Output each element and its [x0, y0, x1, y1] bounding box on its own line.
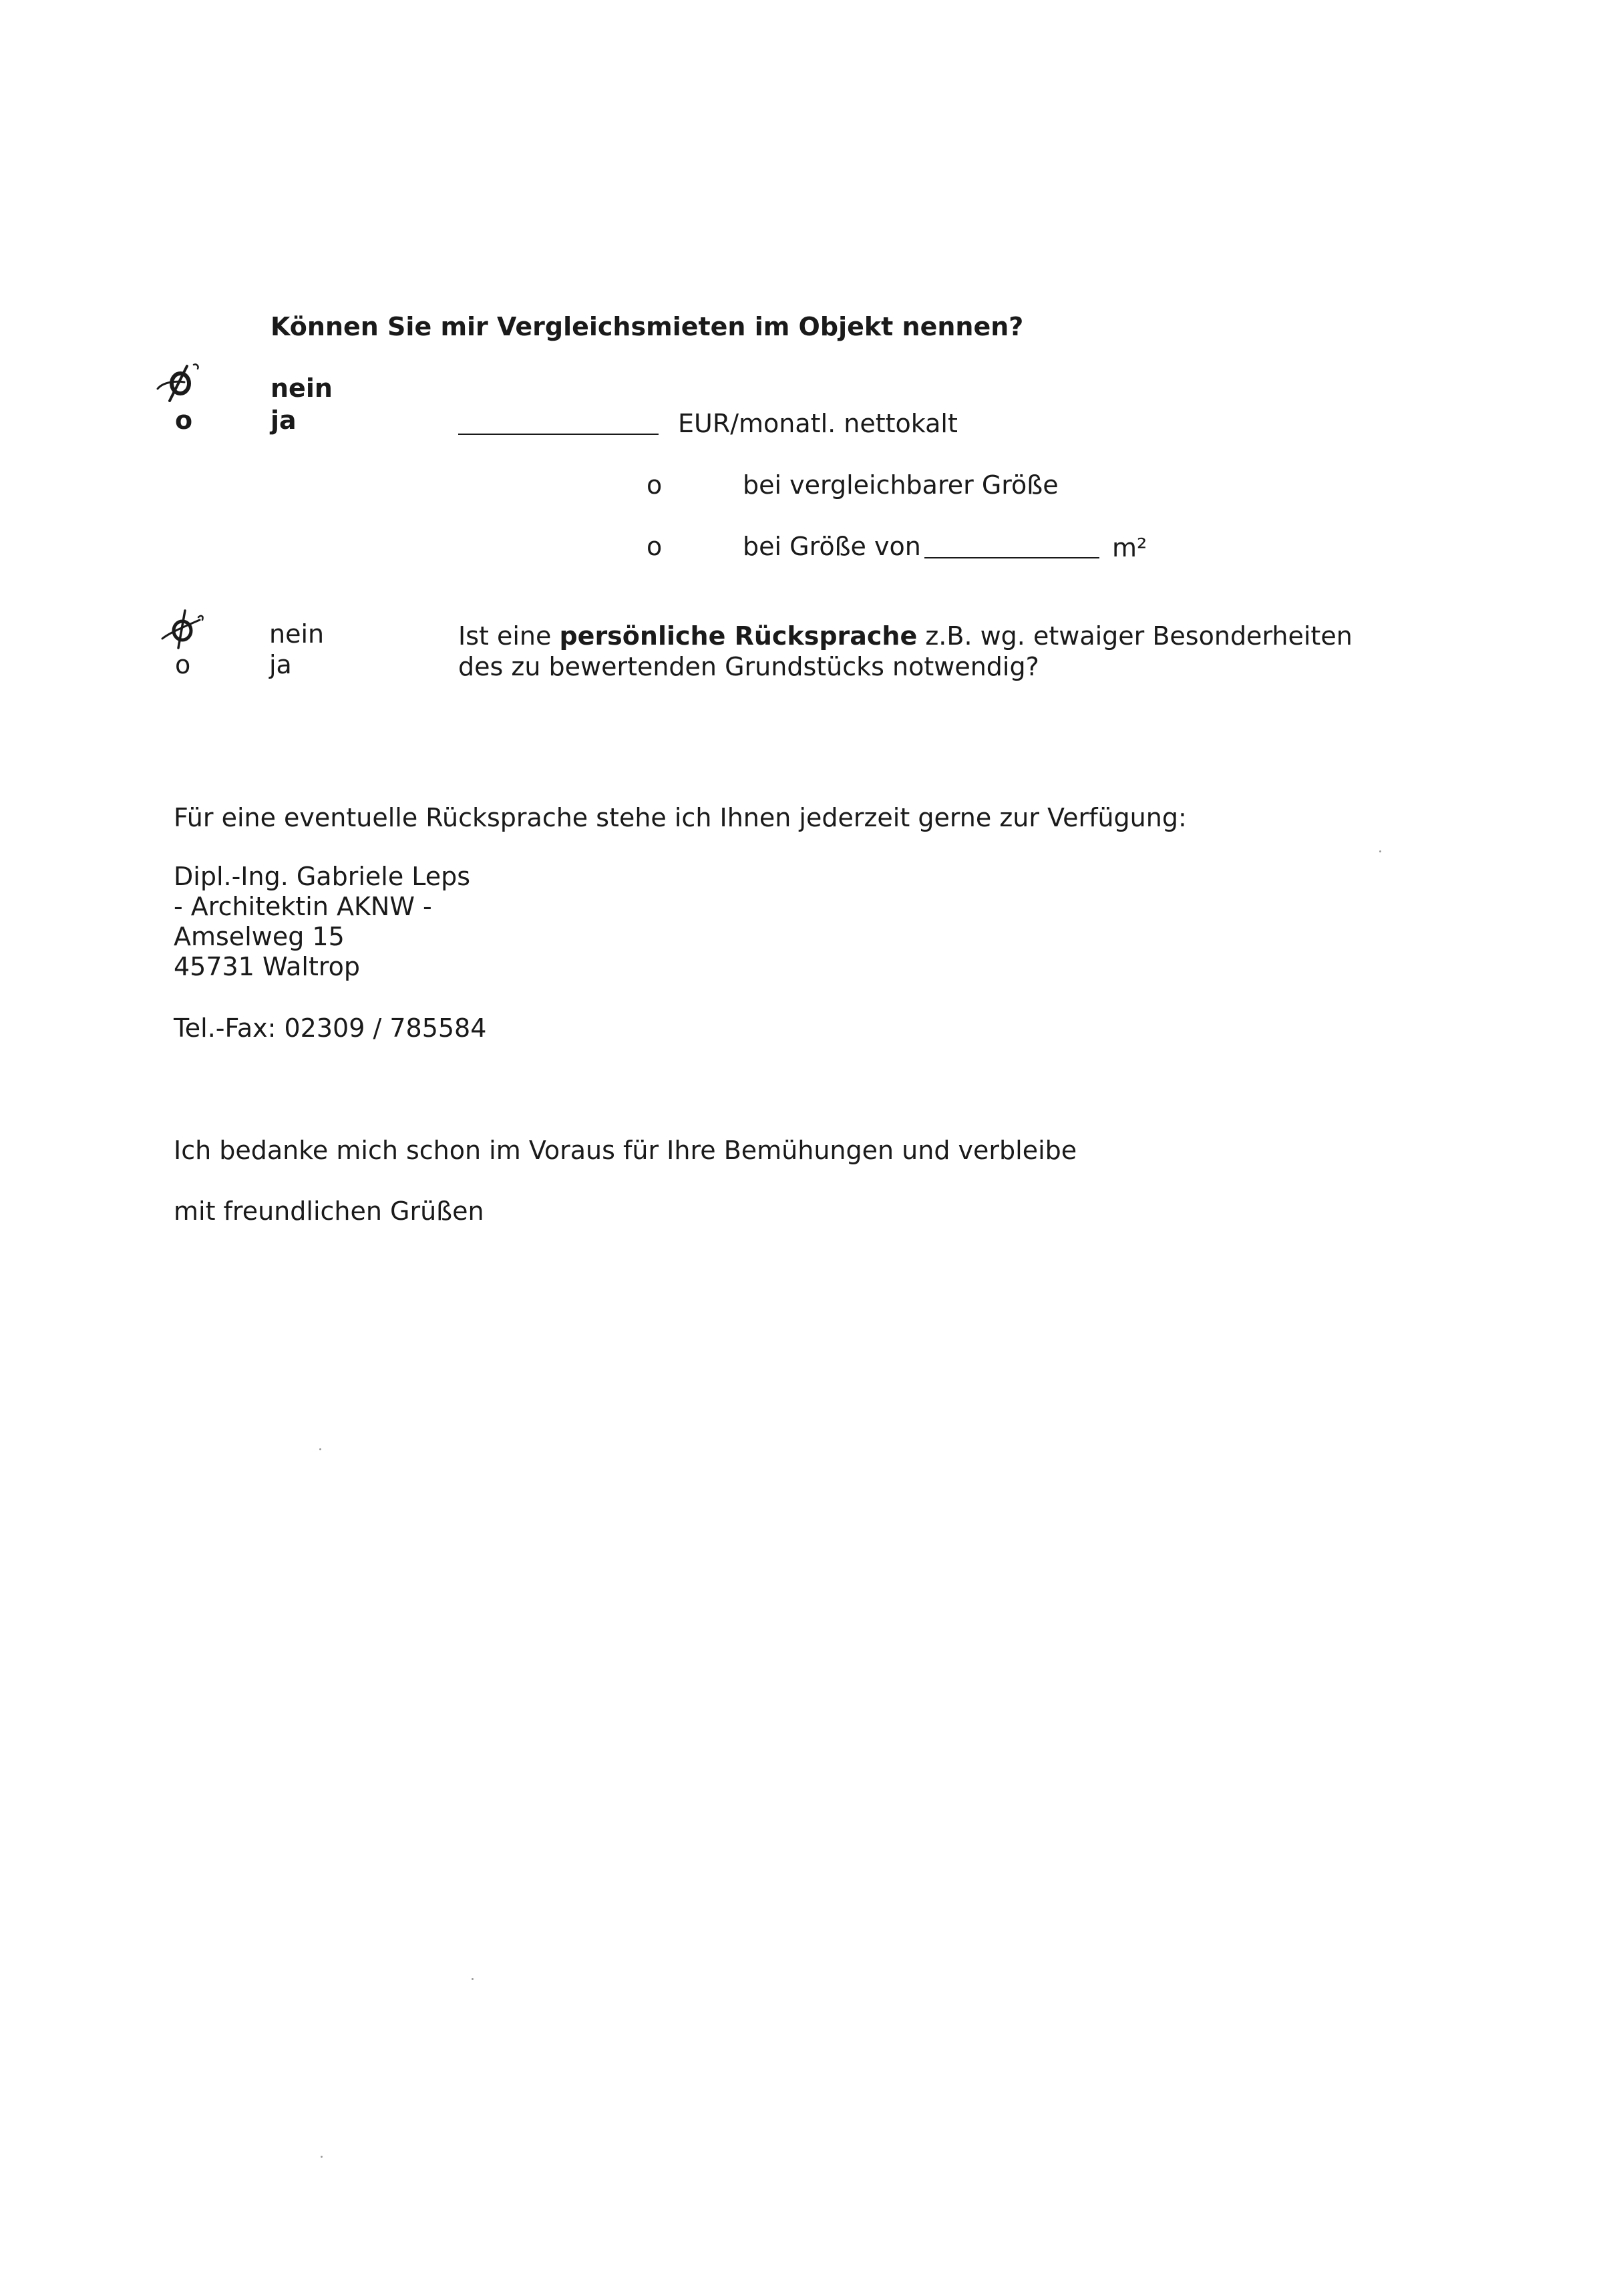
rent-unit-label: EUR/monatl. nettokalt	[678, 409, 958, 438]
scan-speck	[472, 1978, 474, 1980]
scan-speck	[319, 1448, 321, 1450]
option-nein-2: nein	[269, 619, 325, 649]
question-1-heading: Können Sie mir Vergleichsmieten im Objekt nennen?	[271, 312, 1024, 341]
contact-street: Amselweg 15	[174, 922, 345, 951]
contact-name: Dipl.-Ing. Gabriele Leps	[174, 862, 471, 891]
contact-title: - Architektin AKNW -	[174, 892, 432, 921]
scan-speck	[1379, 850, 1381, 852]
closing-greeting: mit freundlichen Grüßen	[174, 1196, 484, 1226]
area-unit-label: m²	[1112, 533, 1147, 562]
checkbox-comparable-size[interactable]: o	[647, 470, 663, 500]
option-nein-1: nein	[271, 373, 333, 403]
option-ja-2: ja	[269, 650, 292, 679]
question-2-line-2: des zu bewertenden Grundstücks notwendig?	[458, 652, 1039, 681]
checkbox-ja-2[interactable]: o	[175, 650, 191, 679]
rent-amount-blank[interactable]	[458, 434, 659, 435]
checkbox-nein-2-checked-icon[interactable]	[158, 608, 208, 649]
contact-city: 45731 Waltrop	[174, 952, 361, 981]
question-2-line-1: Ist eine persönliche Rücksprache z.B. wg. etwaiger Besonderheiten	[458, 621, 1353, 651]
checkbox-ja-1[interactable]: o	[175, 405, 193, 435]
checkbox-nein-1-checked-icon[interactable]	[155, 362, 205, 402]
closing-thanks: Ich bedanke mich schon im Voraus für Ihre Bemühungen und verbleibe	[174, 1136, 1077, 1165]
area-blank[interactable]	[924, 557, 1099, 558]
size-of-label: bei Größe von	[743, 532, 921, 561]
comparable-size-label: bei vergleichbarer Größe	[743, 470, 1059, 500]
contact-phone: Tel.-Fax: 02309 / 785584	[174, 1013, 487, 1043]
question-2-emphasis: persönliche Rücksprache	[559, 621, 918, 651]
scan-speck	[321, 2156, 323, 2158]
checkbox-size-of[interactable]: o	[647, 532, 663, 561]
option-ja-1: ja	[271, 405, 297, 435]
contact-intro: Für eine eventuelle Rücksprache stehe ich Ihnen jederzeit gerne zur Verfügung:	[174, 803, 1187, 832]
